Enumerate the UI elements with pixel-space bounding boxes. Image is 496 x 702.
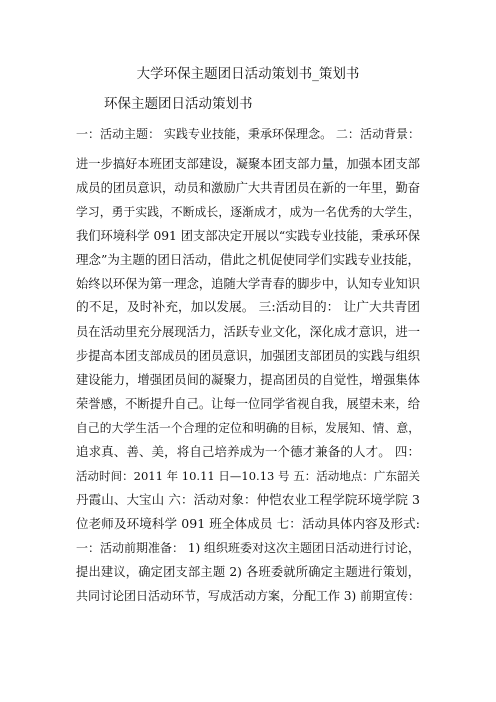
body-line: 共同讨论团日活动环节，写成活动方案，分配工作 3) 前期宣传： bbox=[76, 589, 420, 603]
body-line: 自己的大学生活一个合理的定位和明确的目标，发展知、情、意， bbox=[76, 421, 420, 435]
body-line: 的不足，及时补充，加以发展。 三:活动目的： 让广大共青团 bbox=[76, 300, 420, 315]
body-line: 学习，勇于实践，不断成长，逐渐成才，成为一名优秀的大学生， bbox=[76, 205, 420, 219]
body-line: 员在活动里充分展现活力，活跃专业文化，深化成才意识，进一 bbox=[76, 325, 420, 339]
body-line: 位老师及环境科学 091 班全体成员 七：活动具体内容及形式: bbox=[76, 516, 420, 531]
document-title: 大学环保主题团日活动策划书_策划书 bbox=[136, 66, 360, 82]
body-line: 成员的团员意识，动员和激励广大共青团员在新的一年里，勤奋 bbox=[76, 181, 420, 195]
body-line: 一：活动主题： 实践专业技能，秉承环保理念。 二：活动背景： bbox=[76, 127, 420, 141]
body-line: 始终以环保为第一理念，追随大学青春的脚步中，认知专业知识 bbox=[76, 277, 420, 291]
body-line: 提出建议，确定团支部主题 2) 各班委就所确定主题进行策划， bbox=[76, 565, 420, 579]
body-line: 步提高本团支部成员的团员意识，加强团支部团员的实践与组织 bbox=[76, 349, 420, 363]
body-line: 进一步搞好本班团支部建设，凝聚本团支部力量，加强本团支部 bbox=[76, 157, 420, 171]
body-line: 建设能力，增强团员间的凝聚力，提高团员的自觉性，增强集体 bbox=[76, 373, 420, 387]
body-line: 丹霞山、大宝山 六：活动对象：仲恺农业工程学院环境学院 3 bbox=[76, 492, 420, 507]
body-line: 我们环境科学 091 团支部决定开展以“实践专业技能，秉承环保 bbox=[76, 229, 420, 243]
body-line: 活动时间：2011 年 10.11 日—10.13 号 五：活动地点：广东韶关 bbox=[76, 469, 420, 483]
body-line: 理念”为主题的团日活动，借此之机促使同学们实践专业技能， bbox=[76, 252, 420, 267]
body-line: 一：活动前期准备： 1) 组织班委对这次主题团日活动进行讨论， bbox=[76, 541, 420, 555]
body-line: 追求真、善、美，将自己培养成为一个德才兼备的人才。 四： bbox=[76, 444, 420, 459]
document-subtitle: 环保主题团日活动策划书 bbox=[104, 96, 253, 112]
body-line: 荣誉感，不断提升自己。让每一位同学省视自我，展望未来，给 bbox=[76, 397, 420, 411]
